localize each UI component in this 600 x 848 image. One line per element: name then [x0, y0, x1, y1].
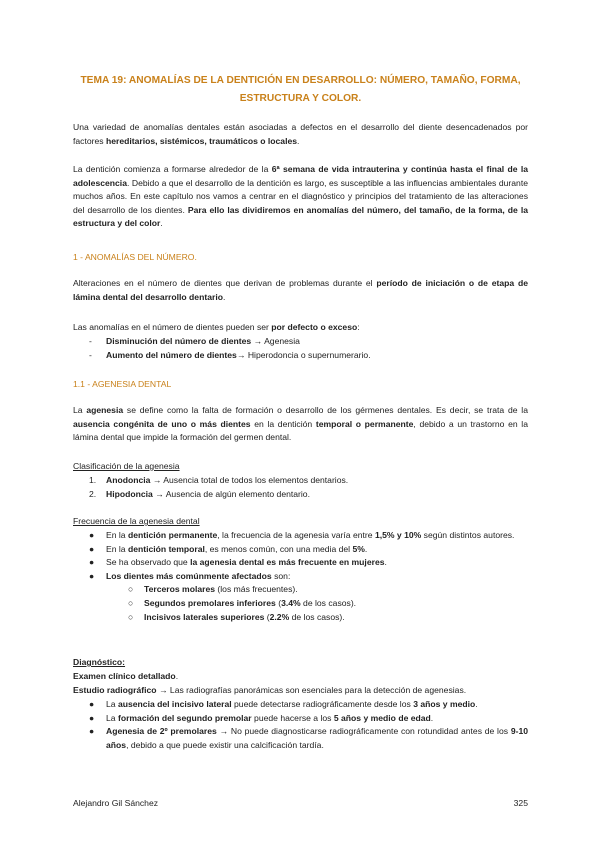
- list-item: [73, 335, 528, 349]
- frecuencia-list: [73, 529, 528, 624]
- text: en la dentición: [250, 418, 316, 429]
- dash-marker: -: [89, 349, 92, 360]
- page-title: TEMA 19: ANOMALÍAS DE LA DENTICIÓN EN DESARROLLO: NÚMERO, TAMAÑO, FORMA, ESTRUCTURA Y COLOR.: [80, 75, 521, 104]
- footer-author: Alejandro Gil Sánchez: [73, 798, 159, 808]
- number-marker: 1.: [89, 475, 97, 485]
- list-item: [73, 698, 528, 712]
- intro-paragraph-2: [73, 163, 528, 231]
- text: Alteraciones en el número de dientes que derivan de problemas durante el: [73, 278, 377, 288]
- section-heading-agenesia: 1.1 - AGENESIA DENTAL: [73, 379, 172, 389]
- text-bold: Incisivos laterales superiores: [144, 611, 265, 622]
- sub-list-item: [73, 583, 528, 597]
- frecuencia-heading: Frecuencia de la agenesia dental: [73, 516, 200, 526]
- text: → Ausencia de algún elemento dentario.: [152, 488, 310, 499]
- text-bold: Aumento del número de dientes: [106, 349, 237, 360]
- text: La dentición comienza a formarse alrededor de la: [73, 164, 272, 174]
- list-item: [73, 543, 528, 557]
- list-item: [73, 474, 528, 488]
- clasificacion-heading: Clasificación de la agenesia: [73, 461, 180, 471]
- sub-list-item: [73, 611, 528, 625]
- text: :: [357, 322, 360, 332]
- text: puede detectarse radiográficamente desde los: [231, 699, 414, 709]
- list-item: [73, 556, 528, 570]
- circle-marker: ○: [128, 611, 134, 622]
- text: .: [160, 218, 163, 229]
- text: La: [73, 405, 87, 415]
- bullet-marker: ●: [89, 557, 95, 568]
- text-bold: formación del segundo premolar: [117, 712, 252, 723]
- number-marker: 2.: [89, 488, 97, 499]
- text-bold: Hipodoncia: [106, 488, 153, 499]
- text-bold: 2.2%: [269, 611, 290, 622]
- text-bold: Para ello las dividiremos en anomalías del número, del tamaño, de la forma, de la estructura y del color: [73, 204, 528, 229]
- text: , la frecuencia de la agenesia varía entre: [217, 530, 375, 540]
- text: . Debido a que el desarrollo de la dentición es largo, es susceptible a las influencias ambientales durante muchos años. En este capítulo nos vamos a centrar en el diagnóstico y principios del tratamiento de las alteraciones del desarrollo de los dientes.: [73, 177, 528, 215]
- clasificacion-list: [73, 474, 528, 501]
- section-heading-numero: 1 - ANOMALÍAS DEL NÚMERO.: [73, 252, 197, 262]
- text: (: [275, 597, 282, 608]
- text: .: [430, 712, 434, 723]
- bullet-marker: ●: [89, 530, 95, 540]
- text: .: [364, 543, 368, 554]
- page-footer: [73, 797, 528, 811]
- text-bold: dentición permanente: [127, 530, 218, 540]
- bullet-marker: ●: [89, 543, 95, 554]
- bullet-marker: ●: [89, 712, 95, 723]
- page-number: 325: [513, 798, 528, 808]
- bullet-marker: ●: [89, 726, 95, 737]
- text: .: [475, 699, 478, 709]
- diagnostico-heading: Diagnóstico:: [73, 657, 126, 667]
- text-bold: 5 años y medio de edad: [333, 712, 431, 723]
- text-bold: la agenesia dental es más frecuente en mujeres: [190, 557, 385, 568]
- list-item: [73, 570, 528, 584]
- text-bold: ausencia del incisivo lateral: [117, 699, 232, 709]
- text: Una variedad de anomalías dentales están asociadas a defectos en el desarrollo del diente desencadenados por factores: [73, 122, 528, 146]
- text: La: [106, 699, 118, 709]
- sub-list-item: [73, 597, 528, 611]
- text: son:: [271, 570, 291, 581]
- text-bold: Los dientes más comúnmente afectados: [106, 570, 272, 581]
- bullet-marker: ●: [89, 570, 95, 581]
- section1-paragraph-2: [73, 321, 528, 335]
- text: , debido a un trastorno en la lámina dental que impide la formación del germen dental.: [73, 418, 528, 443]
- circle-marker: ○: [128, 584, 134, 595]
- text-bold: ausencia congénita de uno o más dientes: [73, 418, 251, 429]
- bullet-marker: ●: [89, 699, 95, 709]
- text-bold: hereditarios, sistémicos, traumáticos o locales: [105, 135, 298, 146]
- text: (los más frecuentes).: [215, 584, 298, 595]
- text-bold: Estudio radiográfico: [73, 685, 157, 695]
- list-item: [73, 725, 528, 752]
- text: (: [264, 611, 270, 622]
- text-bold: 6ª semana de vida intrauterina y continúa hasta el final de la adolescencia: [73, 164, 528, 188]
- list-item: [73, 349, 528, 363]
- text: , es menos común, con una media del: [204, 543, 353, 554]
- section1-paragraph-1: [73, 277, 528, 304]
- text: , debido a que puede existir una calcificación tardía.: [126, 739, 324, 750]
- text-bold: 5%: [352, 543, 365, 554]
- section1-list: [73, 335, 528, 362]
- text-bold: dentición temporal: [127, 543, 205, 554]
- text: → No puede diagnosticarse radiográficamente con rotundidad antes de los: [216, 726, 511, 737]
- text-bold: Disminución del número de dientes: [106, 336, 252, 346]
- list-item: [73, 529, 528, 543]
- text: se define como la falta de formación o desarrollo de los gérmenes dentales. Es decir, se trata de la: [123, 405, 528, 415]
- diagnostico-list: [73, 698, 528, 752]
- text: .: [384, 557, 387, 568]
- text: .: [222, 291, 226, 302]
- text-bold: 3 años y medio: [413, 699, 476, 709]
- text-bold: período de iniciación o de etapa de lámina dental del desarrollo dentario: [73, 278, 528, 302]
- diagnostico-radiografico: [73, 684, 528, 698]
- dash-marker: -: [89, 336, 92, 346]
- intro-paragraph-1: [73, 121, 528, 148]
- text: Las anomalías en el número de dientes pueden ser: [73, 322, 272, 332]
- text-bold: Terceros molares: [144, 584, 216, 595]
- text: según distintos autores.: [421, 530, 515, 540]
- text: → Las radiografías panorámicas son esenciales para la detección de agenesias.: [156, 685, 467, 695]
- text-bold: Segundos premolares inferiores: [144, 597, 276, 608]
- text-bold: 1,5% y 10%: [374, 530, 422, 540]
- text: puede hacerse a los: [251, 712, 334, 723]
- circle-marker: ○: [128, 597, 134, 608]
- text-bold: Anodoncia: [106, 475, 151, 485]
- text: → Hiperodoncia o supernumerario.: [236, 349, 371, 360]
- text: de los casos).: [300, 597, 357, 608]
- text: Se ha observado que: [106, 557, 191, 568]
- agenesia-definition: [73, 404, 528, 445]
- text: .: [175, 671, 179, 681]
- text-bold: agenesia: [86, 405, 124, 415]
- text: La: [106, 712, 118, 723]
- text-bold: Agenesia de 2º premolares: [106, 726, 217, 737]
- text-bold: Examen clínico detallado: [73, 671, 176, 681]
- text: de los casos).: [289, 611, 345, 622]
- list-item: [73, 712, 528, 726]
- text-bold: por defecto o exceso: [271, 322, 358, 332]
- text-bold: temporal o permanente: [315, 418, 414, 429]
- list-item: [73, 488, 528, 502]
- text-bold: 9-10 años: [106, 726, 529, 750]
- text: En la: [106, 543, 128, 554]
- text: .: [297, 135, 300, 146]
- text: → Agenesia: [251, 336, 300, 346]
- text: → Ausencia total de todos los elementos dentarios.: [150, 475, 349, 485]
- diagnostico-examen: [73, 670, 528, 684]
- text-bold: 3.4%: [281, 597, 301, 608]
- text: En la: [106, 530, 128, 540]
